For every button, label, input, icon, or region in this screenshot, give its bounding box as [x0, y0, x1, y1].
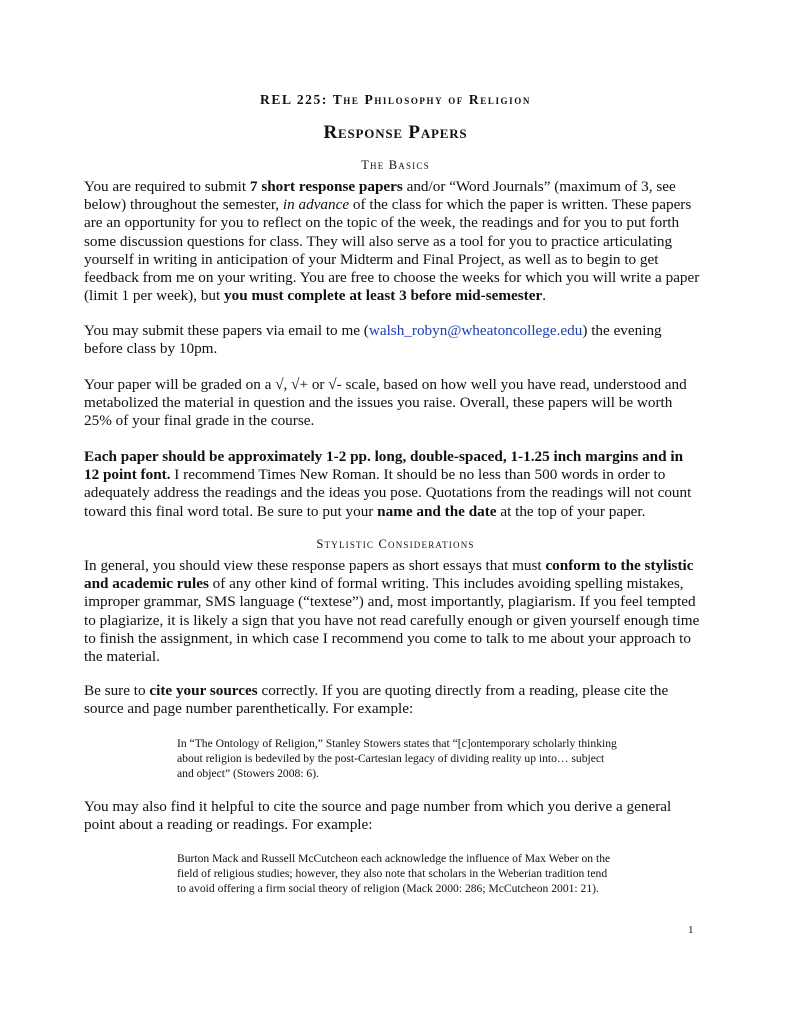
section-heading-basics: The Basics: [361, 158, 430, 172]
block-quote-example-2: Burton Mack and Russell McCutcheon each acknowledge the influence of Max Weber on the field of religious studies; however, they also note that scholars in the Weberian tradition tend to avoid offering a firm social theory of religion (Mack 2000: 286; McCutcheon 2001: 21).: [177, 852, 611, 895]
emphasis-cite: cite your sources: [149, 682, 258, 699]
page-number: 1: [688, 924, 694, 936]
paragraph-requirements: You are required to submit 7 short response papers and/or “Word Journals” (maximum of 3, see below) throughout the semester, in advance of the class for which the paper is written. These papers are an opportunity for you to reflect on the topic of the week, the readings and for you to put forth some discussion questions for class. They will also serve as a tool for you to practice articulating yourself in writing in anticipation of your Midterm and Final Project, as well as to begin to get feedback from me on your writing. You are free to choose the weeks for which you will write a paper (limit 1 per week), but you must complete at least 3 before mid-semester.: [84, 178, 700, 305]
emphasis-format: Each paper should be approximately 1-2 pp. long, double-spaced, 1-1.25 inch margins and in 12 point font.: [84, 448, 684, 484]
emphasis-in-advance: in advance: [282, 196, 350, 214]
emphasis-rules: conform to the stylistic and academic rules: [84, 557, 694, 593]
paragraph-citations: Be sure to cite your sources correctly. If you are quoting directly from a reading, please cite the source and page number parenthetically. For example:: [84, 682, 669, 718]
document-title: Response Papers: [323, 122, 468, 143]
block-quote-example: In “The Ontology of Religion,” Stanley Stowers states that “[c]ontemporary scholarly thinking about religion is bedeviled by the post-Cartesian legacy of dividing reality up into… subject and object” (Stowers 2008: 6).: [177, 737, 617, 780]
section-heading-stylistic: Stylistic Considerations: [316, 537, 475, 551]
paragraph-submission: You may submit these papers via email to me (walsh_robyn@wheatoncollege.edu) the evening before class by 10pm.: [84, 322, 662, 358]
emphasis-deadline: you must complete at least 3 before mid-semester: [224, 287, 543, 305]
email-link[interactable]: walsh_robyn@wheatoncollege.edu: [368, 322, 583, 339]
emphasis-name-date: name and the date: [377, 502, 497, 520]
course-title: REL 225: The Philosophy of Religion: [260, 92, 531, 107]
paragraph-style: In general, you should view these response papers as short essays that must conform to the stylistic and academic rules of any other kind of formal writing. This includes avoiding spelling mistakes, improper grammar, SMS language (“textese”) and, most importantly, plagiarism. If you feel tempted to plagiarize, it is likely a sign that you have not read carefully enough or given yourself enough time to finish the assignment, in which case I recommend you come to talk to me about your approach to the material.: [84, 557, 700, 666]
paragraph-general-point: You may also find it helpful to cite the source and page number from which you derive a general point about a reading or readings. For example:: [84, 798, 672, 834]
paragraph-grading: Your paper will be graded on a √, √+ or √- scale, based on how well you have read, understood and metabolized the material in question and the issues you raise. Overall, these papers will be worth 25% of your final grade in the course.: [84, 376, 687, 430]
paragraph-format: Each paper should be approximately 1-2 pp. long, double-spaced, 1-1.25 inch margins and in 12 point font. I recommend Times New Roman. It should be no less than 500 words in order to adequately address the readings and the ideas you pose. Quotations from the readings will not count toward this final word total. Be sure to put your name and the date at the top of your paper.: [84, 448, 692, 520]
emphasis-count: 7 short response papers: [249, 178, 403, 195]
